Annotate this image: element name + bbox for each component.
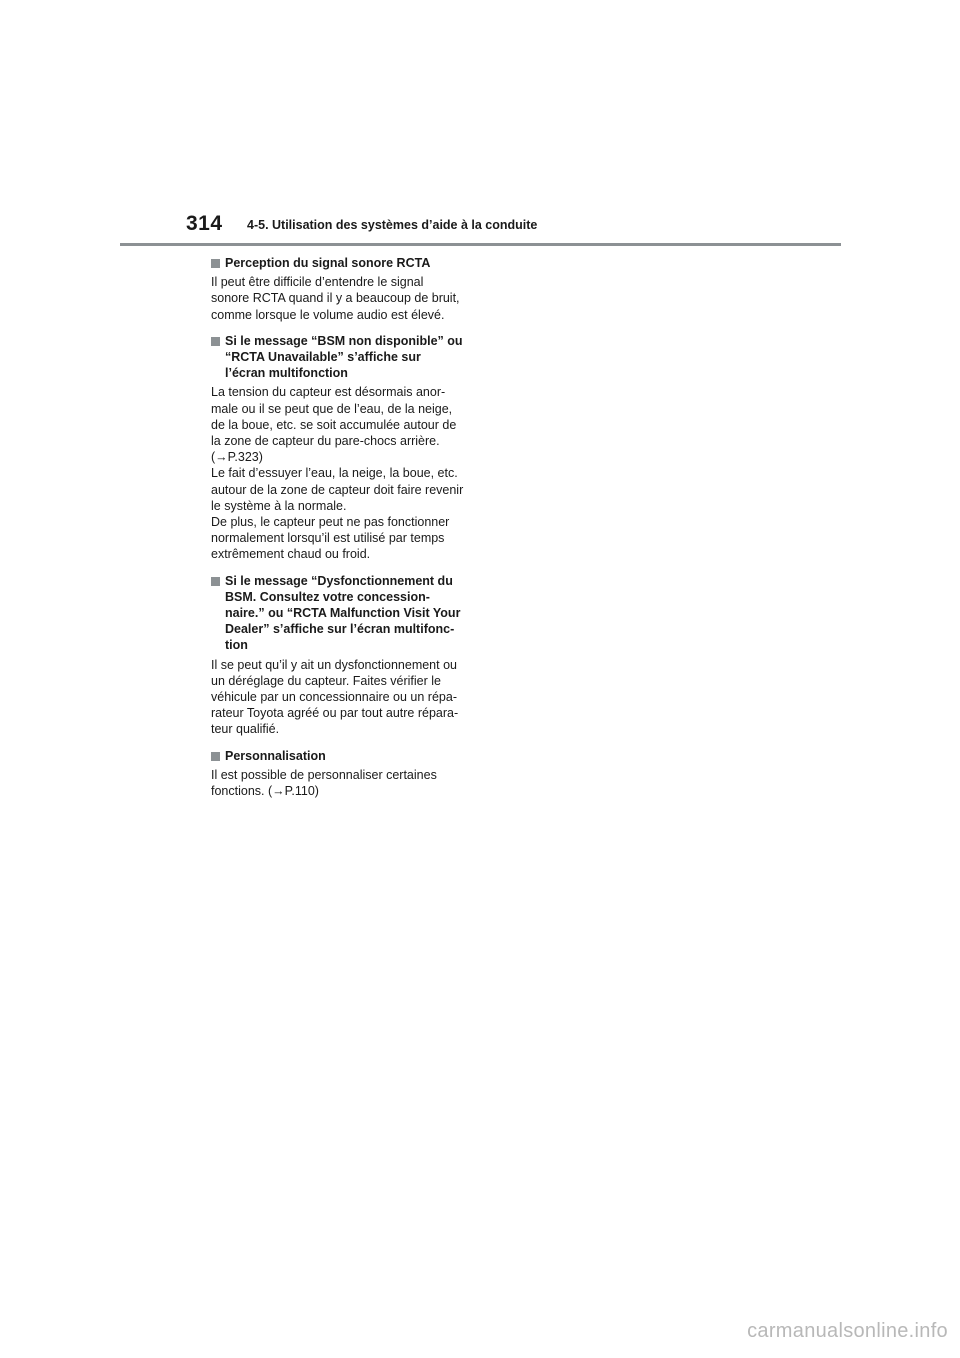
- section-heading: [211, 573, 473, 654]
- heading-text: Si le message “Dysfonctionnement du BSM. Consultez votre concession- naire.” ou “RCTA Malfunction Visit Your Dealer” s’affiche sur l’écran multifonc- tion: [225, 573, 461, 653]
- watermark: carmanualsonline.info: [747, 1320, 948, 1342]
- section-bsm-unavailable: [211, 333, 473, 563]
- square-bullet-icon: [211, 577, 220, 586]
- square-bullet-icon: [211, 337, 220, 346]
- section-title: 4-5. Utilisation des systèmes d’aide à la conduite: [247, 218, 538, 232]
- square-bullet-icon: [211, 752, 220, 761]
- section-heading: [211, 255, 473, 271]
- heading-text: Perception du signal sonore RCTA: [225, 256, 431, 270]
- section-body: La tension du capteur est désormais anor- male ou il se peut que de l’eau, de la neige, de la boue, etc. se soit accumulée autour de la zone de capteur du pare-chocs arrière. (→P.323) Le fait d’essuyer l’eau, la neige, la boue, etc. autour de la zone de capteur doit faire revenir le système à la normale. De plus, le capteur peut ne pas fonctionner normalement lorsqu’il est utilisé par temps extrêmement chaud ou froid.: [211, 385, 464, 562]
- heading-text: Si le message “BSM non disponible” ou “RCTA Unavailable” s’affiche sur l’écran multifonction: [225, 333, 463, 381]
- square-bullet-icon: [211, 259, 220, 268]
- section-heading: [211, 748, 473, 764]
- content-column: [211, 255, 473, 809]
- header-rule: [120, 243, 841, 246]
- page-number: 314: [186, 212, 223, 235]
- section-bsm-malfunction: [211, 573, 473, 738]
- section-body: Il se peut qu’il y ait un dysfonctionnement ou un déréglage du capteur. Faites vérifier le véhicule par un concessionnaire ou un répa- rateur Toyota agréé ou par tout autre répara- teur qualifié.: [211, 657, 459, 737]
- section-rcta-sound: [211, 255, 473, 323]
- section-heading: [211, 333, 473, 382]
- section-body: Il peut être difficile d’entendre le signal sonore RCTA quand il y a beaucoup de bruit, comme lorsque le volume audio est élevé.: [211, 275, 460, 322]
- section-body: Il est possible de personnaliser certaines fonctions. (→P.110): [211, 767, 437, 799]
- heading-text: Personnalisation: [225, 748, 326, 763]
- section-personnalisation: [211, 748, 473, 800]
